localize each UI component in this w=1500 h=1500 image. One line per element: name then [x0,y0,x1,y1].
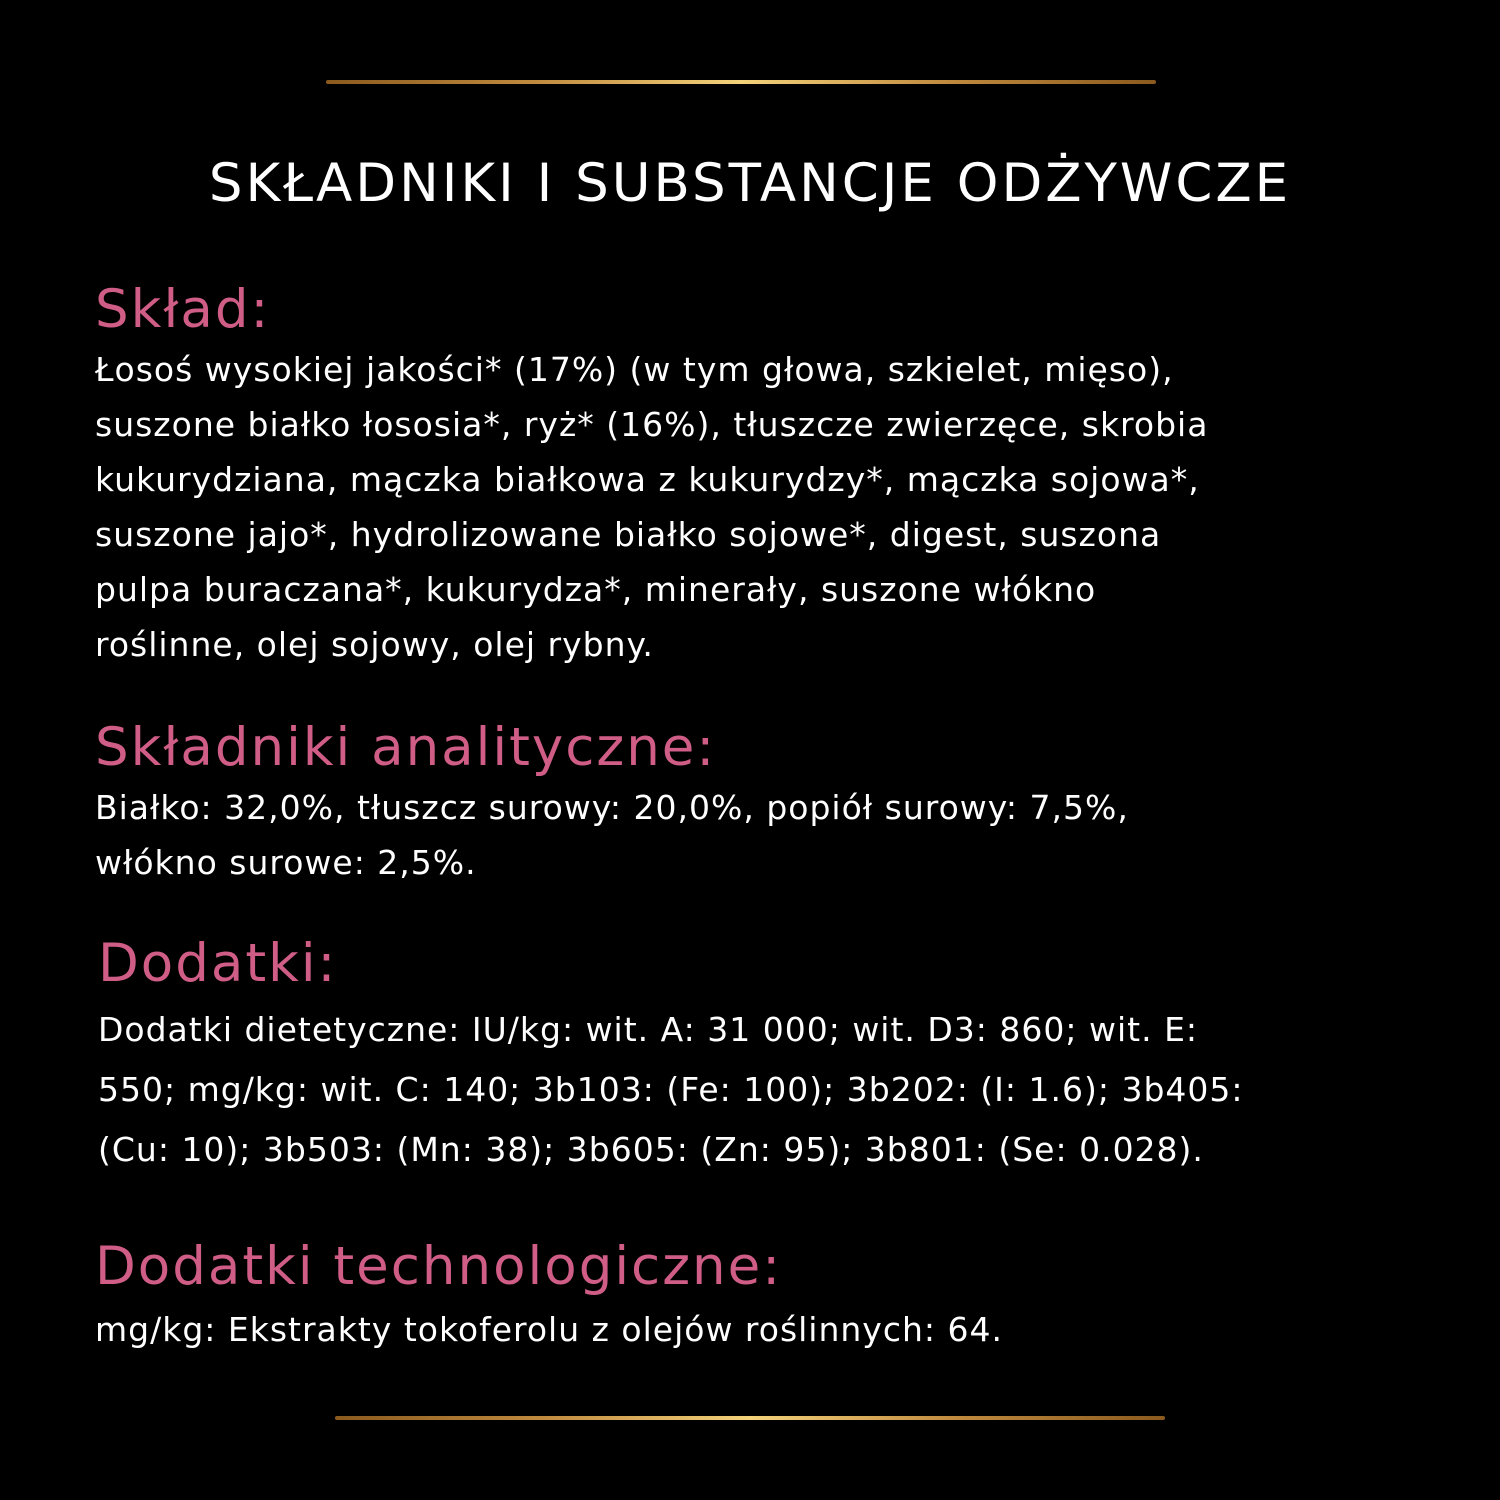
text-line: (Cu: 10); 3b503: (Mn: 38); 3b605: (Zn: 95); 3b801: (Se: 0.028). [98,1130,1204,1169]
bottom-gold-divider [335,1416,1165,1420]
text-line: Dodatki dietetyczne: IU/kg: wit. A: 31 000; wit. D3: 860; wit. E: [98,1010,1199,1049]
text-line: kukurydziana, mączka białkowa z kukurydzy*, mączka sojowa*, [95,460,1200,499]
section-heading-dodatki-technologiczne: Dodatki technologiczne: [95,1236,783,1297]
section-body-dodatki-technologiczne [95,1299,1435,1361]
section-heading-dodatki: Dodatki: [98,933,338,994]
section-heading-skladniki-analityczne: Składniki analityczne: [95,717,717,778]
text-line: Łosoś wysokiej jakości* (17%) (w tym głowa, szkielet, mięso), [95,350,1174,389]
section-dodatki [98,932,1438,1180]
text-line: Białko: 32,0%, tłuszcz surowy: 20,0%, popiół surowy: 7,5%, [95,788,1129,827]
text-line: 550; mg/kg: wit. C: 140; 3b103: (Fe: 100); 3b202: (I: 1.6); 3b405: [98,1070,1244,1109]
text-line: suszone jajo*, hydrolizowane białko sojowe*, digest, suszona [95,515,1162,554]
section-body-sklad [95,342,1435,672]
page-title: SKŁADNIKI I SUBSTANCJE ODŻYWCZE [208,153,1292,214]
section-skladniki-analityczne [95,716,1435,890]
section-body-dodatki [98,1000,1438,1180]
text-line: mg/kg: Ekstrakty tokoferolu z olejów roślinnych: 64. [95,1310,1003,1349]
text-line: pulpa buraczana*, kukurydza*, minerały, suszone włókno [95,570,1097,609]
section-heading-sklad: Skład: [95,279,271,340]
text-line: włókno surowe: 2,5%. [95,843,477,882]
text-line: roślinne, olej sojowy, olej rybny. [95,625,654,664]
top-gold-divider [326,80,1156,84]
section-sklad [95,278,1435,672]
section-dodatki-technologiczne [95,1235,1435,1361]
section-body-skladniki-analityczne [95,780,1435,890]
text-line: suszone białko łososia*, ryż* (16%), tłuszcze zwierzęce, skrobia [95,405,1209,444]
